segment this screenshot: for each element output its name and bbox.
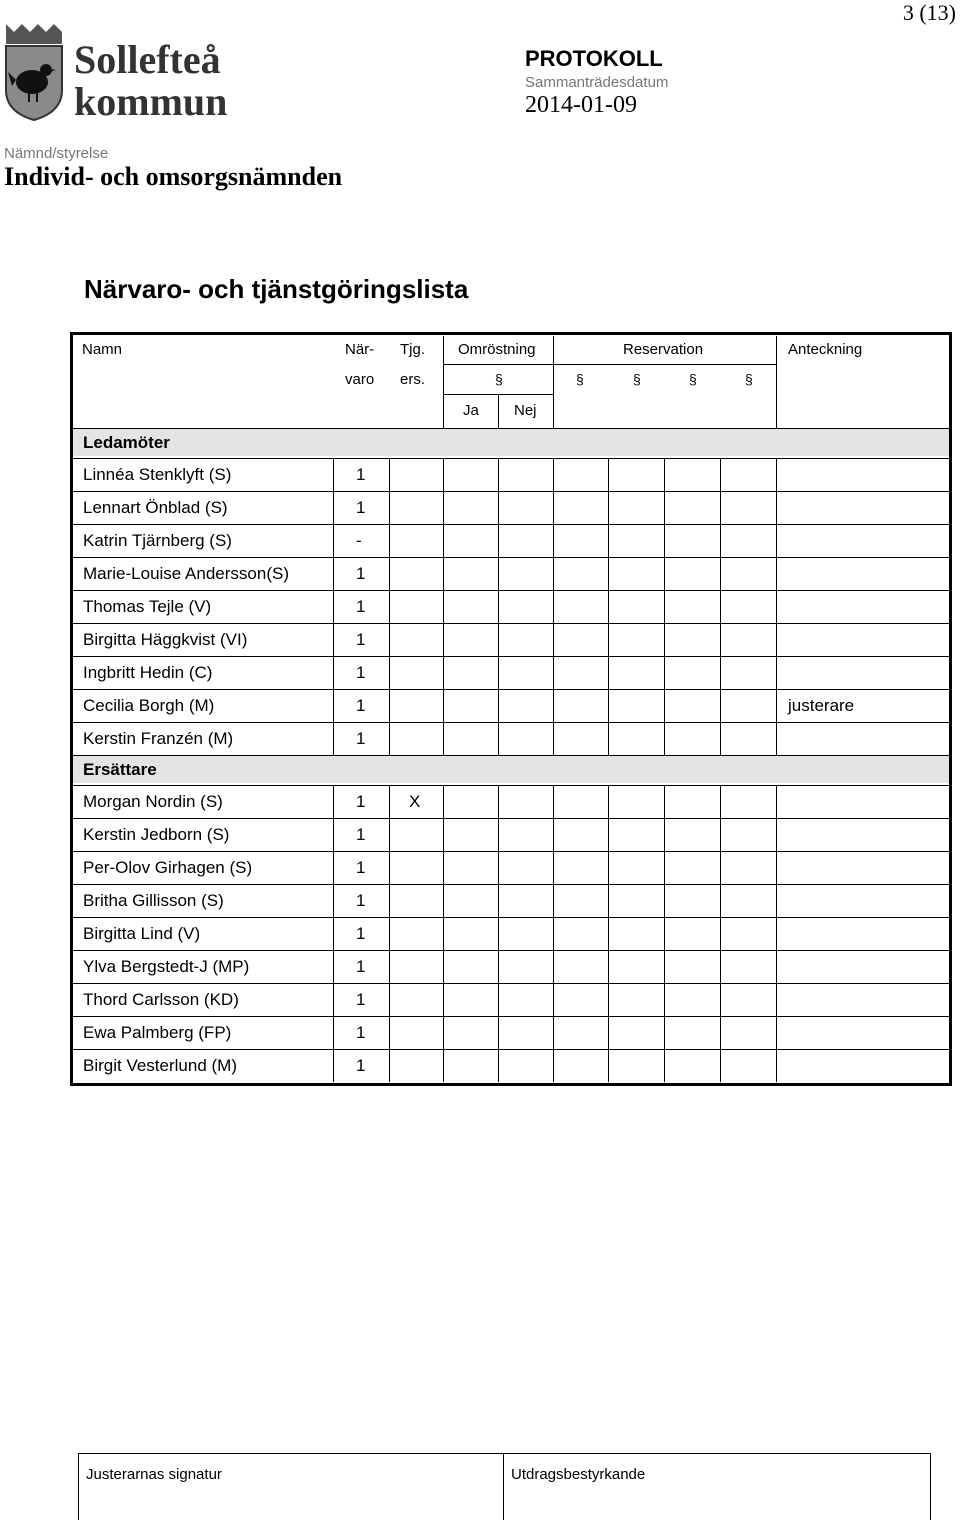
column-line	[608, 950, 609, 983]
column-line	[776, 1049, 777, 1082]
row-line	[73, 557, 949, 558]
row-line	[73, 755, 949, 756]
column-line	[498, 1016, 499, 1049]
column-line	[553, 689, 554, 722]
section-sign-mark: §	[745, 371, 753, 387]
section-sign-mark: §	[495, 371, 503, 387]
header-column-line	[553, 336, 554, 428]
column-line	[389, 590, 390, 623]
header-presence-1: När-	[345, 341, 375, 358]
header-name: Namn	[82, 341, 123, 358]
column-line	[443, 818, 444, 851]
substitute-duty-mark: X	[409, 792, 421, 811]
attendee-name: Ewa Palmberg (FP)	[83, 1023, 232, 1042]
column-line	[498, 491, 499, 524]
header-divider	[443, 364, 776, 365]
document-type: PROTOKOLL	[525, 46, 663, 71]
board-label: Nämnd/styrelse	[4, 145, 109, 162]
column-line	[776, 557, 777, 590]
column-line	[333, 1016, 334, 1049]
column-line	[553, 917, 554, 950]
column-line	[333, 524, 334, 557]
column-line	[776, 851, 777, 884]
column-line	[498, 689, 499, 722]
column-line	[498, 590, 499, 623]
column-line	[498, 950, 499, 983]
column-line	[333, 722, 334, 755]
section-sign-mark: §	[633, 371, 641, 387]
row-line	[73, 722, 949, 723]
attendance-mark: 1	[356, 990, 366, 1009]
column-line	[498, 656, 499, 689]
column-line	[776, 917, 777, 950]
header-presence-2: varo	[345, 371, 375, 388]
column-line	[498, 557, 499, 590]
row-line	[73, 689, 949, 690]
attendance-mark: 1	[356, 663, 366, 682]
attendance-mark: -	[356, 531, 362, 550]
column-line	[498, 917, 499, 950]
row-line	[73, 491, 949, 492]
column-line	[776, 950, 777, 983]
column-line	[333, 623, 334, 656]
column-line	[720, 884, 721, 917]
column-line	[389, 524, 390, 557]
row-line	[73, 590, 949, 591]
column-line	[389, 851, 390, 884]
column-line	[443, 689, 444, 722]
column-line	[608, 818, 609, 851]
column-line	[333, 689, 334, 722]
attendance-mark: 1	[356, 729, 366, 748]
attendance-mark: 1	[356, 825, 366, 844]
column-line	[553, 818, 554, 851]
column-line	[664, 1049, 665, 1082]
column-line	[720, 557, 721, 590]
attendee-name: Morgan Nordin (S)	[83, 792, 223, 811]
column-line	[553, 590, 554, 623]
column-line	[608, 884, 609, 917]
column-line	[389, 458, 390, 491]
column-line	[664, 884, 665, 917]
column-line	[333, 851, 334, 884]
column-line	[608, 689, 609, 722]
column-line	[776, 590, 777, 623]
substitutes-section-heading: Ersättare	[83, 760, 157, 779]
column-line	[720, 722, 721, 755]
board-name: Individ- och omsorgsnämnden	[4, 162, 343, 191]
column-line	[333, 557, 334, 590]
column-line	[664, 722, 665, 755]
column-line	[443, 983, 444, 1016]
column-line	[664, 689, 665, 722]
column-line	[333, 818, 334, 851]
attendance-mark: 1	[356, 564, 366, 583]
column-line	[553, 1016, 554, 1049]
attendance-mark: 1	[356, 792, 366, 811]
column-line	[608, 722, 609, 755]
signature-divider	[503, 1453, 504, 1520]
column-line	[608, 1049, 609, 1082]
page-number: 3 (13)	[902, 0, 956, 25]
attendee-name: Katrin Tjärnberg (S)	[83, 531, 232, 550]
column-line	[608, 491, 609, 524]
column-line	[720, 785, 721, 818]
header-no: Nej	[514, 402, 537, 419]
column-line	[389, 491, 390, 524]
column-line	[608, 524, 609, 557]
column-line	[776, 983, 777, 1016]
column-line	[776, 458, 777, 491]
column-line	[720, 623, 721, 656]
column-line	[664, 656, 665, 689]
column-line	[720, 590, 721, 623]
column-line	[333, 590, 334, 623]
column-line	[664, 1016, 665, 1049]
column-line	[608, 656, 609, 689]
column-line	[389, 950, 390, 983]
column-line	[720, 458, 721, 491]
attendee-name: Kerstin Franzén (M)	[83, 729, 234, 748]
column-line	[664, 590, 665, 623]
row-line	[73, 656, 949, 657]
column-line	[443, 851, 444, 884]
column-line	[443, 1016, 444, 1049]
signature-box	[78, 1453, 931, 1520]
column-line	[553, 722, 554, 755]
column-line	[389, 557, 390, 590]
column-line	[443, 524, 444, 557]
column-line	[553, 656, 554, 689]
column-line	[608, 623, 609, 656]
column-line	[553, 557, 554, 590]
column-line	[498, 722, 499, 755]
column-line	[664, 917, 665, 950]
column-line	[720, 851, 721, 884]
column-line	[720, 1016, 721, 1049]
column-line	[608, 557, 609, 590]
substitutes-section-band	[73, 755, 949, 783]
column-line	[553, 851, 554, 884]
column-line	[664, 524, 665, 557]
column-line	[443, 491, 444, 524]
column-line	[776, 656, 777, 689]
date-label: Sammanträdesdatum	[525, 74, 669, 91]
row-line	[73, 950, 949, 951]
column-line	[720, 689, 721, 722]
attendee-name: Ingbritt Hedin (C)	[83, 663, 213, 682]
column-line	[720, 491, 721, 524]
column-line	[553, 983, 554, 1016]
attendee-name: Kerstin Jedborn (S)	[83, 825, 230, 844]
row-line	[73, 428, 949, 429]
attendee-name: Birgitta Lind (V)	[83, 924, 201, 943]
column-line	[333, 884, 334, 917]
header-note: Anteckning	[788, 341, 863, 358]
attendee-name: Cecilia Borgh (M)	[83, 696, 215, 715]
column-line	[553, 884, 554, 917]
column-line	[664, 623, 665, 656]
org-name-line2: kommun	[74, 79, 228, 124]
column-line	[443, 623, 444, 656]
row-line	[73, 1049, 949, 1050]
column-line	[664, 950, 665, 983]
column-line	[333, 491, 334, 524]
column-line	[389, 884, 390, 917]
header-column-line	[443, 336, 444, 428]
attendance-mark: 1	[356, 924, 366, 943]
row-line	[73, 623, 949, 624]
column-line	[553, 1049, 554, 1082]
attendance-mark: 1	[356, 498, 366, 517]
header-column-line	[498, 394, 499, 428]
column-line	[608, 785, 609, 818]
column-line	[776, 884, 777, 917]
attendee-name: Thord Carlsson (KD)	[83, 990, 239, 1009]
row-line	[73, 818, 949, 819]
column-line	[333, 1049, 334, 1082]
column-line	[553, 950, 554, 983]
column-line	[608, 590, 609, 623]
note-cell: justerare	[788, 696, 855, 715]
attendance-mark: 1	[356, 630, 366, 649]
signature-label: Justerarnas signatur	[86, 1466, 222, 1483]
column-line	[776, 689, 777, 722]
column-line	[498, 851, 499, 884]
coat-of-arms-logo	[2, 20, 66, 124]
column-line	[333, 458, 334, 491]
column-line	[664, 818, 665, 851]
attendance-mark: 1	[356, 597, 366, 616]
header-vote: Omröstning	[458, 341, 536, 358]
column-line	[776, 785, 777, 818]
column-line	[443, 884, 444, 917]
column-line	[443, 590, 444, 623]
attendee-name: Britha Gillisson (S)	[83, 891, 224, 910]
row-line	[73, 851, 949, 852]
row-line	[73, 458, 949, 459]
column-line	[443, 1049, 444, 1082]
column-line	[553, 785, 554, 818]
column-line	[776, 524, 777, 557]
section-sign-mark: §	[576, 371, 584, 387]
column-line	[553, 458, 554, 491]
column-line	[498, 983, 499, 1016]
column-line	[720, 818, 721, 851]
page-title: Närvaro- och tjänstgöringslista	[84, 274, 469, 304]
column-line	[443, 917, 444, 950]
header-reservation: Reservation	[623, 341, 704, 358]
header-yes: Ja	[463, 402, 479, 419]
row-line	[73, 983, 949, 984]
column-line	[776, 491, 777, 524]
column-line	[498, 818, 499, 851]
column-line	[776, 818, 777, 851]
column-line	[720, 950, 721, 983]
attendance-mark: 1	[356, 1023, 366, 1042]
attendance-mark: 1	[356, 858, 366, 877]
attendee-name: Linnéa Stenklyft (S)	[83, 465, 232, 484]
column-line	[498, 623, 499, 656]
column-line	[776, 722, 777, 755]
column-line	[553, 491, 554, 524]
attendee-name: Birgit Vesterlund (M)	[83, 1056, 237, 1075]
column-line	[608, 1016, 609, 1049]
attendee-name: Lennart Önblad (S)	[83, 498, 228, 517]
attendance-mark: 1	[356, 891, 366, 910]
attendance-mark: 1	[356, 1056, 366, 1075]
column-line	[389, 1049, 390, 1082]
column-line	[608, 983, 609, 1016]
column-line	[720, 917, 721, 950]
row-line	[73, 884, 949, 885]
org-name-line1: Sollefteå	[74, 37, 221, 82]
column-line	[720, 524, 721, 557]
section-sign-mark: §	[689, 371, 697, 387]
column-line	[333, 656, 334, 689]
column-line	[608, 851, 609, 884]
date-value: 2014-01-09	[525, 92, 637, 118]
column-line	[333, 950, 334, 983]
column-line	[333, 983, 334, 1016]
column-line	[389, 785, 390, 818]
column-line	[498, 524, 499, 557]
column-line	[389, 689, 390, 722]
column-line	[443, 722, 444, 755]
attendee-name: Ylva Bergstedt-J (MP)	[83, 957, 250, 976]
row-line	[73, 1016, 949, 1017]
attendee-name: Thomas Tejle (V)	[83, 597, 212, 616]
column-line	[664, 458, 665, 491]
column-line	[776, 623, 777, 656]
column-line	[720, 983, 721, 1016]
attendee-name: Marie-Louise Andersson(S)	[83, 564, 289, 583]
attendee-name: Birgitta Häggkvist (VI)	[83, 630, 248, 649]
attendance-mark: 1	[356, 465, 366, 484]
members-section-band	[73, 428, 949, 456]
column-line	[498, 1049, 499, 1082]
column-line	[664, 851, 665, 884]
extract-certification-label: Utdragsbestyrkande	[511, 1466, 646, 1483]
column-line	[389, 1016, 390, 1049]
column-line	[389, 917, 390, 950]
column-line	[664, 785, 665, 818]
column-line	[443, 656, 444, 689]
column-line	[443, 785, 444, 818]
column-line	[553, 623, 554, 656]
column-line	[608, 917, 609, 950]
column-line	[498, 884, 499, 917]
column-line	[498, 785, 499, 818]
column-line	[664, 983, 665, 1016]
column-line	[333, 917, 334, 950]
column-line	[389, 623, 390, 656]
attendee-name: Per-Olov Girhagen (S)	[83, 858, 253, 877]
column-line	[776, 1016, 777, 1049]
column-line	[664, 491, 665, 524]
column-line	[553, 524, 554, 557]
column-line	[608, 458, 609, 491]
attendance-mark: 1	[356, 696, 366, 715]
column-line	[443, 950, 444, 983]
column-line	[333, 785, 334, 818]
header-column-line	[776, 336, 777, 428]
column-line	[720, 1049, 721, 1082]
row-line	[73, 524, 949, 525]
header-duty-2: ers.	[400, 371, 426, 388]
column-line	[389, 983, 390, 1016]
row-line	[73, 917, 949, 918]
column-line	[498, 458, 499, 491]
attendance-mark: 1	[356, 957, 366, 976]
column-line	[443, 458, 444, 491]
row-line	[73, 785, 949, 786]
members-section-heading: Ledamöter	[83, 433, 170, 452]
column-line	[389, 656, 390, 689]
column-line	[664, 557, 665, 590]
column-line	[443, 557, 444, 590]
column-line	[389, 722, 390, 755]
column-line	[389, 818, 390, 851]
header-duty-1: Tjg.	[400, 341, 426, 358]
column-line	[720, 656, 721, 689]
